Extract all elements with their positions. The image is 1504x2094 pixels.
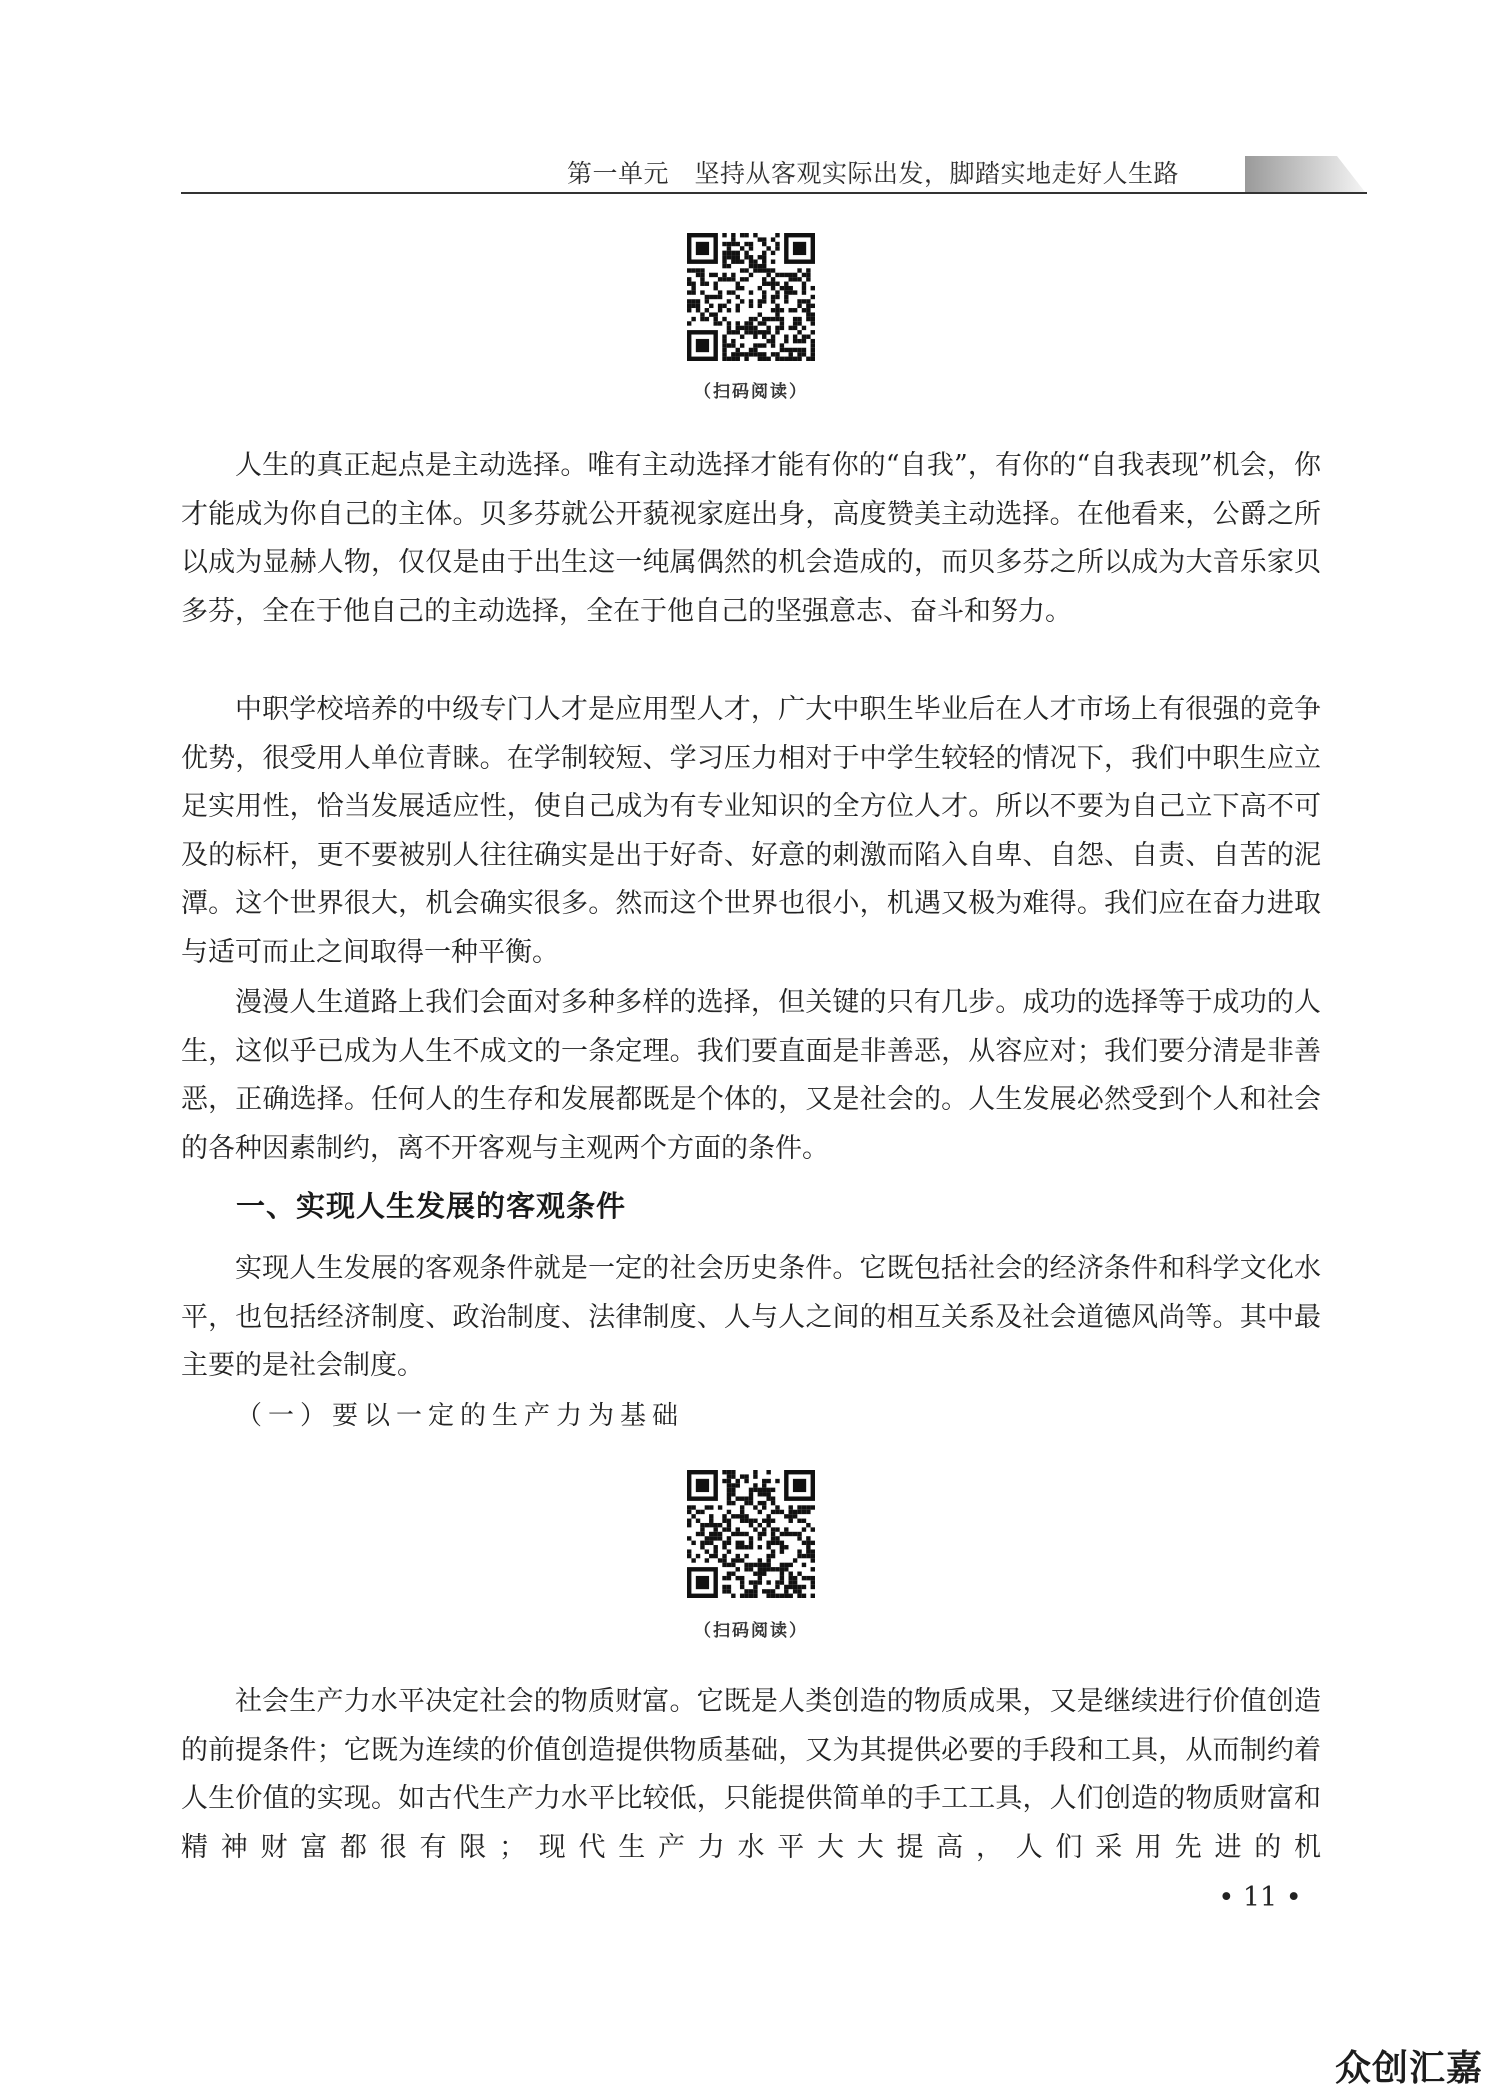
body-paragraph: 漫漫人生道路上我们会面对多种多样的选择，但关键的只有几步。成功的选择等于成功的人生，这似乎已成为人生不成文的一条定理。我们要直面是非善恶，从容应对；我们要分清是非善恶，正确选择。任何人的生存和发展都既是个体的，又是社会的。人生发展必然受到个人和社会的各种因素制约，离不开客观与主观两个方面的条件。 [181, 987, 1321, 1164]
page-number: • 11 • [1218, 1882, 1302, 1913]
qr-caption: （扫码阅读） [694, 382, 808, 402]
body-paragraph: 人生的真正起点是主动选择。唯有主动选择才能有你的“自我”，有你的“自我表现”机会，你才能成为你自己的主体。贝多芬就公开藐视家庭出身，高度赞美主动选择。在他看来，公爵之所以成为显赫人物，仅仅是由于出生这一纯属偶然的机会造成的，而贝多芬之所以成为大音乐家贝多芬，全在于他自己的主动选择，全在于他自己的坚强意志、奋斗和努力。 [181, 450, 1321, 627]
body-paragraph: 社会生产力水平决定社会的物质财富。它既是人类创造的物质成果，又是继续进行价值创造的前提条件；它既为连续的价值创造提供物质基础，又为其提供必要的手段和工具，从而制约着人生价值的实现。如古代生产力水平比较低，只能提供简单的手工工具，人们创造的物质财富和精神财富都很有限；现代生产力水平大大提高，人们采用先进的机 [181, 1686, 1321, 1863]
body-paragraph: 中职学校培养的中级专门人才是应用型人才，广大中职生毕业后在人才市场上有很强的竞争优势，很受用人单位青睐。在学制较短、学习压力相对于中学生较轻的情况下，我们中职生应立足实用性，恰当发展适应性，使自己成为有专业知识的全方位人才。所以不要为自己立下高不可及的标杆，更不要被别人往往确实是出于好奇、好意的刺激而陷入自卑、自怨、自责、自苦的泥潭。这个世界很大，机会确实很多。然而这个世界也很小，机遇又极为难得。我们应在奋力进取与适可而止之间取得一种平衡。 [181, 694, 1321, 968]
header-tab-decoration [1245, 152, 1365, 192]
header-divider [181, 192, 1367, 194]
subsection-heading: （一）要以一定的生产力为基础 [236, 1401, 685, 1431]
watermark-logo: 众创汇嘉 [1335, 2048, 1484, 2089]
qr-code[interactable] [687, 1470, 815, 1598]
running-header-title: 第一单元 坚持从客观实际出发，脚踏实地走好人生路 [567, 159, 1180, 188]
section-heading: 一、实现人生发展的客观条件 [236, 1189, 627, 1223]
body-paragraph: 实现人生发展的客观条件就是一定的社会历史条件。它既包括社会的经济条件和科学文化水平，也包括经济制度、政治制度、法律制度、人与人之间的相互关系及社会道德风尚等。其中最主要的是社会制度。 [181, 1253, 1321, 1381]
qr-code[interactable] [687, 233, 815, 361]
qr-caption: （扫码阅读） [694, 1621, 808, 1641]
